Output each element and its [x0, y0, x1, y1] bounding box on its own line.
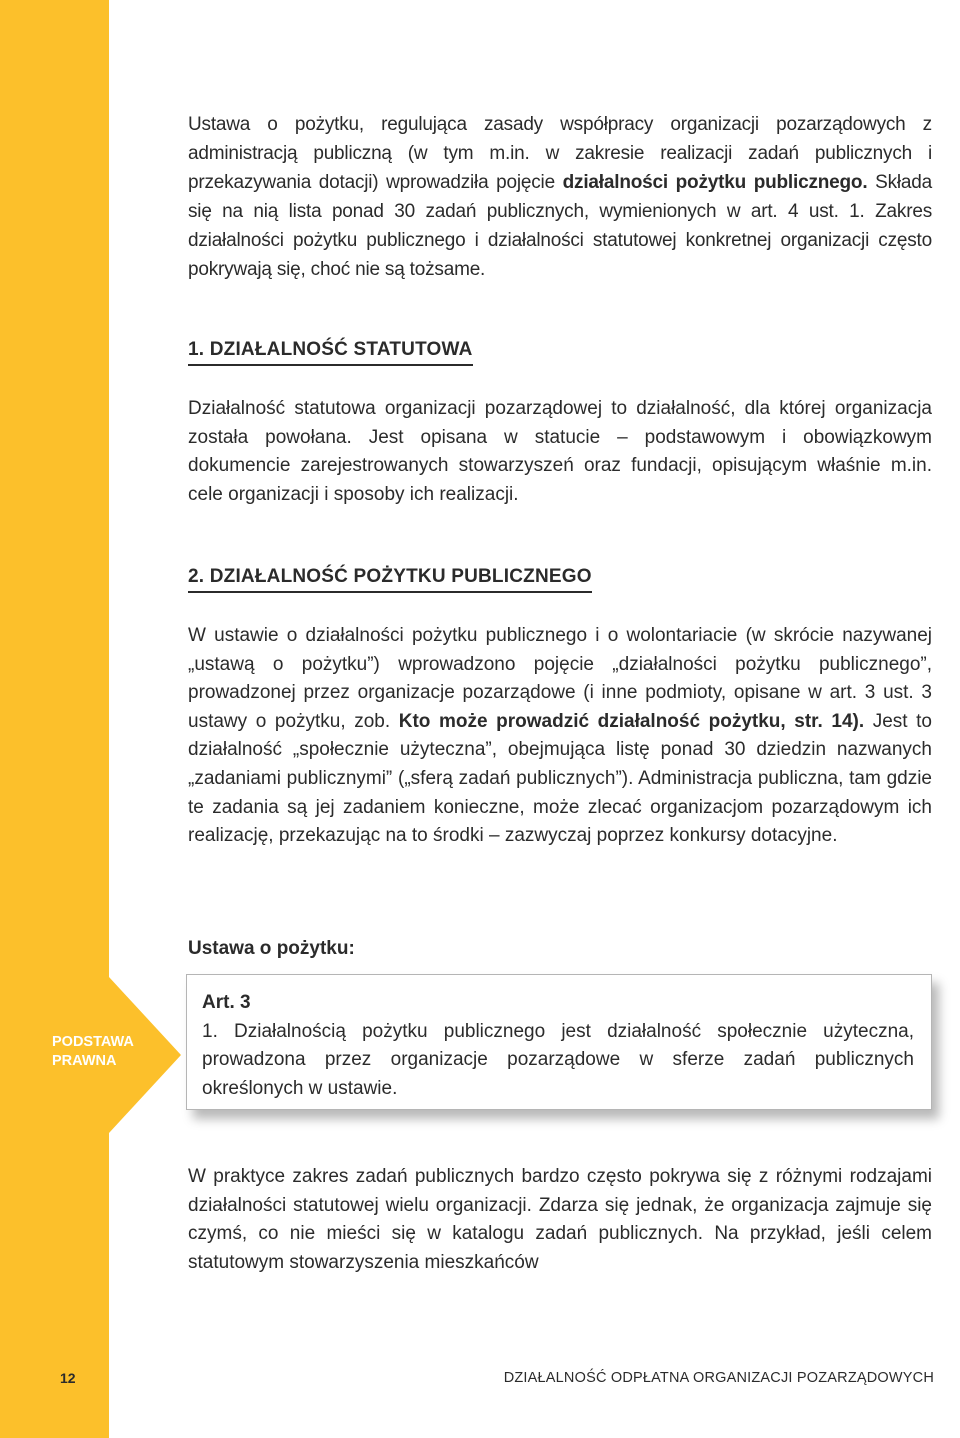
closing-paragraph: W praktyce zakres zadań publicznych bardzo często pokrywa się z różnymi rodzajami działalności statutowej wielu organizacji. Zdarza się jednak, że organizacja zajmuje się czymś, co nie mieści się w katalogu zadań publicznych. Na przykład, jeśli celem statutowym stowarzyszenia mieszkańców: [188, 1166, 932, 1273]
section2-text-2: Jest to działalność „społecznie użyteczna”, obejmująca listę ponad 30 dziedzin nazwanych „zadaniami publicznymi” („sferą zadań publicznych”). Administracja publiczna, tam gdzie te zadania są jej zadaniem konieczne, może zlecać organizacjom pozarządowym ich realizację, przekazując na to środki – zazwyczaj poprzez konkursy dotacyjne.: [188, 710, 932, 847]
intro-text-1: Ustawa o pożytku, regulująca zasady współpracy organizacji pozarządowych z administracją publiczną (w tym m.in. w zakresie realizacji zadań publicznych i przekazywania dotacji) wprowadziła pojęcie: [188, 114, 932, 193]
section2-heading: 2. DZIAŁALNOŚĆ POŻYTKU PUBLICZNEGO: [188, 566, 592, 593]
running-title: DZIAŁALNOŚĆ ODPŁATNA ORGANIZACJI POZARZĄDOWYCH: [503, 1370, 934, 1386]
side-label-line2: PRAWNA: [52, 1053, 117, 1069]
article-text: 1. Działalnością pożytku publicznego jest działalność społecznie użyteczna, prowadzona przez organizacje pozarządowe w sferze zadań publicznych określonych w ustawie.: [202, 1020, 914, 1099]
article-number: Art. 3: [202, 992, 251, 1013]
section2-bold: Kto może prowadzić działalność pożytku, str. 14).: [398, 710, 865, 732]
intro-text-2: Składa się na nią lista ponad 30 zadań publicznych, wymienionych w art. 4 ust. 1. Zakres działalności pożytku publicznego i działalności statutowej konkretnej organizacji często pokrywają się, choć nie są tożsame.: [188, 172, 932, 280]
section2-text-1: W ustawie o działalności pożytku publicznego i o wolontariacie (w skrócie nazywanej „ustawą o pożytku”) wprowadzono pojęcie „działalności pożytku publicznego”, prowadzonej przez organizacje pozarządowe (i inne podmioty, opisane w art. 3 ust. 3 ustawy o pożytku, zob.: [188, 625, 932, 732]
side-label-line1: PODSTAWA: [52, 1034, 134, 1050]
quote-title: Ustawa o pożytku:: [188, 938, 355, 959]
section1-heading: 1. DZIAŁALNOŚĆ STATUTOWA: [188, 339, 473, 366]
legal-quote-box: [186, 974, 932, 1110]
section1-paragraph: Działalność statutowa organizacji pozarządowej to działalność, dla której organizacja została powołana. Jest opisana w statucie – podstawowym i obowiązkowym dokumencie zarejestrowanych stowarzyszeń oraz fundacji, opisującym właśnie m.in. cele organizacji i sposoby ich realizacji.: [188, 398, 932, 505]
page-number: 12: [60, 1370, 76, 1386]
side-color-band: [0, 0, 109, 1438]
section2-paragraph: [188, 622, 932, 851]
intro-paragraph: [188, 110, 932, 284]
side-label: [52, 1033, 172, 1071]
intro-bold: działalności pożytku publicznego.: [562, 172, 868, 193]
legal-quote-content: [202, 989, 914, 1103]
page-number-block: [0, 1366, 109, 1392]
